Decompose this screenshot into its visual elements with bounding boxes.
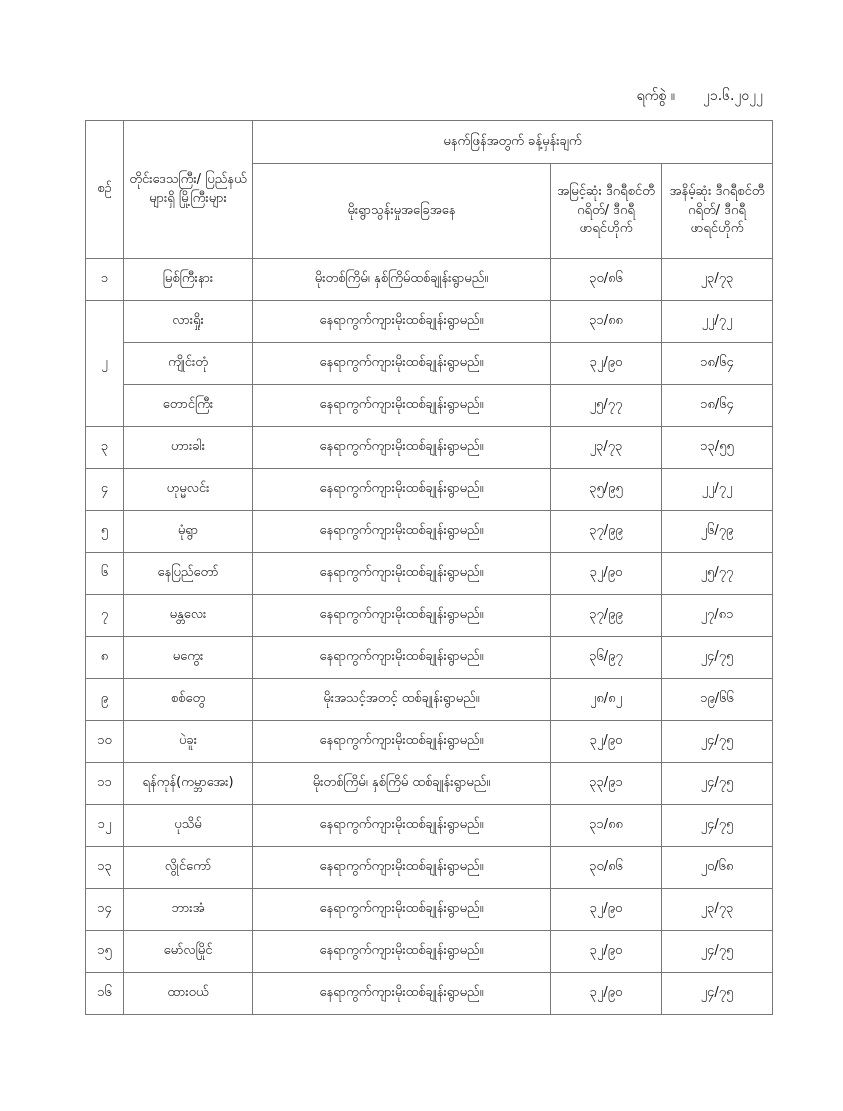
min-temp-cell: ၁၈/၆၄ [662,385,773,427]
min-temp-cell: ၁၈/၆၄ [662,343,773,385]
table-row [86,679,773,721]
city-cell: မကွေး [124,637,253,679]
rain-cell: နေရာကွက်ကျားမိုးထစ်ချုန်းရွာမည်။ [253,469,551,511]
city-cell: မော်လမြိုင် [124,931,253,973]
header-serial: စဉ် [86,121,124,259]
serial-cell: ၁၃ [86,847,124,889]
max-temp-cell: ၂၃/၇၃ [551,427,662,469]
serial-cell: ၁၄ [86,889,124,931]
max-temp-cell: ၃၂/၉၀ [551,931,662,973]
max-temp-cell: ၃၂/၉၀ [551,889,662,931]
max-temp-cell: ၃၁/၈၈ [551,301,662,343]
min-temp-cell: ၁၉/၆၆ [662,679,773,721]
min-temp-cell: ၂၆/၇၉ [662,511,773,553]
table-row [86,889,773,931]
max-temp-cell: ၃၀/၈၆ [551,259,662,301]
min-temp-cell: ၂၄/၇၅ [662,931,773,973]
rain-cell: မိုးတစ်ကြိမ်၊ နှစ်ကြိမ် ထစ်ချုန်းရွာမည်။ [253,763,551,805]
min-temp-cell: ၂၇/၈၁ [662,595,773,637]
forecast-table [85,120,773,1015]
serial-cell: ၁၁ [86,763,124,805]
city-cell: မန္တလေး [124,595,253,637]
rain-cell: နေရာကွက်ကျားမိုးထစ်ချုန်းရွာမည်။ [253,805,551,847]
table-row [86,469,773,511]
min-temp-cell: ၂၄/၇၅ [662,637,773,679]
min-temp-cell: ၂၅/၇၇ [662,553,773,595]
city-cell: ကျိုင်းတုံ [124,343,253,385]
max-temp-cell: ၃၇/၉၉ [551,511,662,553]
table-row [86,427,773,469]
serial-cell: ၇ [86,595,124,637]
min-temp-cell: ၂၄/၇၅ [662,805,773,847]
city-cell: မြစ်ကြီးနား [124,259,253,301]
min-temp-cell: ၂၀/၆၈ [662,847,773,889]
min-temp-cell: ၂၃/၇၃ [662,889,773,931]
city-cell: ဟားခါး [124,427,253,469]
rain-cell: မိုးတစ်ကြိမ်၊ နှစ်ကြိမ်ထစ်ချုန်းရွာမည်။ [253,259,551,301]
city-cell: ပုသိမ် [124,805,253,847]
max-temp-cell: ၃၇/၉၉ [551,595,662,637]
serial-cell: ၁၂ [86,805,124,847]
serial-cell: ၆ [86,553,124,595]
header-city: တိုင်းဒေသကြီး/ ပြည်နယ်များရှိ မြို့ကြီးများ [124,121,253,259]
max-temp-cell: ၃၁/၈၈ [551,805,662,847]
min-temp-cell: ၂၄/၇၅ [662,763,773,805]
table-row [86,763,773,805]
min-temp-cell: ၂၂/၇၂ [662,301,773,343]
table-row [86,637,773,679]
max-temp-cell: ၃၂/၉၀ [551,973,662,1015]
date-value: ၂၁.၆.၂၀၂၂ [702,88,763,104]
rain-cell: နေရာကွက်ကျားမိုးထစ်ချုန်းရွာမည်။ [253,637,551,679]
date-line [637,86,763,107]
city-cell: ထားဝယ် [124,973,253,1015]
rain-cell: နေရာကွက်ကျားမိုးထစ်ချုန်းရွာမည်။ [253,931,551,973]
serial-cell: ၄ [86,469,124,511]
rain-cell: နေရာကွက်ကျားမိုးထစ်ချုန်းရွာမည်။ [253,721,551,763]
city-cell: စစ်တွေ [124,679,253,721]
min-temp-cell: ၁၃/၅၅ [662,427,773,469]
serial-cell: ၁၆ [86,973,124,1015]
rain-cell: နေရာကွက်ကျားမိုးထစ်ချုန်းရွာမည်။ [253,889,551,931]
header-max-temp: အမြင့်ဆုံး ဒီဂရီစင်တီဂရိတ်/ ဒီဂရီဖာရင်ဟိုက် [551,164,662,259]
city-cell: ဟုမ္မလင်း [124,469,253,511]
table-row [86,385,773,427]
serial-cell: ၉ [86,679,124,721]
table-row [86,595,773,637]
min-temp-cell: ၂၂/၇၂ [662,469,773,511]
rain-cell: နေရာကွက်ကျားမိုးထစ်ချုန်းရွာမည်။ [253,511,551,553]
table-row [86,511,773,553]
rain-cell: နေရာကွက်ကျားမိုးထစ်ချုန်းရွာမည်။ [253,343,551,385]
min-temp-cell: ၂၃/၇၃ [662,259,773,301]
min-temp-cell: ၂၄/၇၅ [662,721,773,763]
max-temp-cell: ၃၂/၉၀ [551,553,662,595]
rain-cell: နေရာကွက်ကျားမိုးထစ်ချုန်းရွာမည်။ [253,553,551,595]
rain-cell: နေရာကွက်ကျားမိုးထစ်ချုန်းရွာမည်။ [253,973,551,1015]
table-row [86,931,773,973]
serial-cell: ၁၅ [86,931,124,973]
table-row [86,721,773,763]
max-temp-cell: ၃၂/၉၀ [551,343,662,385]
serial-cell: ၁၀ [86,721,124,763]
table-row [86,973,773,1015]
table-row [86,847,773,889]
header-forecast: မနက်ဖြန်အတွက် ခန့်မှန်းချက် [253,121,773,164]
table-row [86,301,773,343]
serial-cell: ၈ [86,637,124,679]
header-rain: မိုးရွာသွန်းမှုအခြေအနေ [253,164,551,259]
city-cell: မုံရွာ [124,511,253,553]
rain-cell: နေရာကွက်ကျားမိုးထစ်ချုန်းရွာမည်။ [253,595,551,637]
city-cell: နေပြည်တော် [124,553,253,595]
max-temp-cell: ၂၅/၇၇ [551,385,662,427]
city-cell: ပဲခူး [124,721,253,763]
header-min-temp: အနိမ့်ဆုံး ဒီဂရီစင်တီဂရိတ်/ ဒီဂရီဖာရင်ဟိုက် [662,164,773,259]
max-temp-cell: ၃၀/၈၆ [551,847,662,889]
rain-cell: နေရာကွက်ကျားမိုးထစ်ချုန်းရွာမည်။ [253,847,551,889]
rain-cell: နေရာကွက်ကျားမိုးထစ်ချုန်းရွာမည်။ [253,427,551,469]
city-cell: ရန်ကုန်(ကမ္ဘာအေး) [124,763,253,805]
table-row [86,805,773,847]
city-cell: လားရှိုး [124,301,253,343]
max-temp-cell: ၂၈/၈၂ [551,679,662,721]
min-temp-cell: ၂၄/၇၅ [662,973,773,1015]
serial-cell: ၂ [86,301,124,427]
rain-cell: နေရာကွက်ကျားမိုးထစ်ချုန်းရွာမည်။ [253,385,551,427]
city-cell: လွိုင်ကော် [124,847,253,889]
max-temp-cell: ၃၃/၉၁ [551,763,662,805]
table-row [86,343,773,385]
max-temp-cell: ၃၂/၉၀ [551,721,662,763]
serial-cell: ၃ [86,427,124,469]
table-row [86,259,773,301]
city-cell: တောင်ကြီး [124,385,253,427]
rain-cell: မိုးအသင့်အတင့် ထစ်ချုန်းရွာမည်။ [253,679,551,721]
rain-cell: နေရာကွက်ကျားမိုးထစ်ချုန်းရွာမည်။ [253,301,551,343]
max-temp-cell: ၃၆/၉၇ [551,637,662,679]
serial-cell: ၅ [86,511,124,553]
table-row [86,553,773,595]
max-temp-cell: ၃၅/၉၅ [551,469,662,511]
date-label: ရက်စွဲ ။ [636,88,675,104]
city-cell: ဘားအံ [124,889,253,931]
serial-cell: ၁ [86,259,124,301]
